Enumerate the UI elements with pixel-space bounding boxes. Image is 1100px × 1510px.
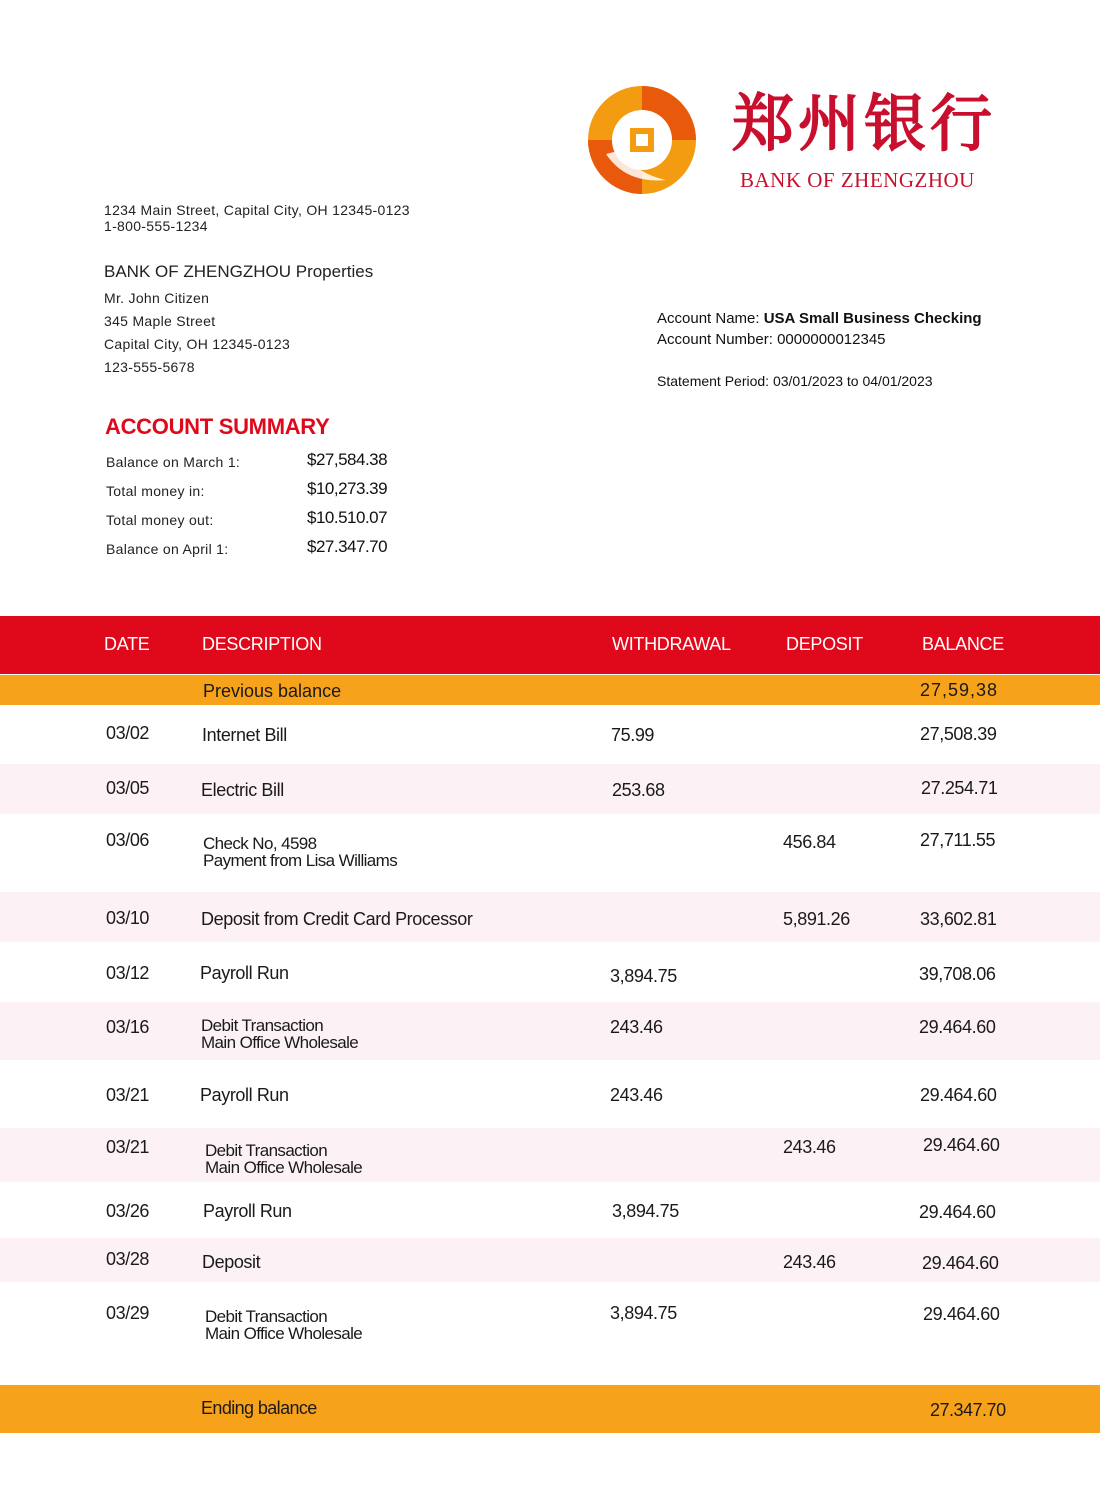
row-date: 03/28	[106, 1249, 150, 1269]
row-date: 03/21	[106, 1085, 150, 1105]
row-description-secondary: Main Office Wholesale	[201, 1033, 359, 1052]
table-row	[0, 1128, 1100, 1182]
row-date: 03/10	[106, 908, 150, 928]
bank-name-chinese: 郑州银行	[732, 87, 997, 160]
row-date: 03/12	[106, 963, 150, 983]
row-description: Payroll Run	[203, 1201, 292, 1221]
account-number-value: 0000000012345	[777, 331, 886, 348]
row-description: Debit Transaction	[201, 1016, 324, 1035]
account-number-label: Account Number:	[657, 331, 773, 348]
summary-row	[106, 508, 406, 532]
summary-value: $27.347.70	[307, 537, 388, 556]
recipient-property-name: BANK OF ZHENGZHOU Properties	[104, 262, 374, 281]
table-row	[0, 1238, 1100, 1282]
row-description-secondary: Payment from Lisa Williams	[203, 851, 398, 870]
row-description: Internet Bill	[202, 725, 287, 745]
account-summary-title: ACCOUNT SUMMARY	[105, 414, 330, 439]
table-row	[0, 1282, 1100, 1362]
summary-label: Total money in:	[106, 483, 205, 499]
header-deposit: DEPOSIT	[786, 634, 863, 654]
row-date: 03/21	[106, 1137, 150, 1157]
table-row	[0, 706, 1100, 764]
account-name-value: USA Small Business Checking	[763, 310, 982, 327]
header-withdrawal: WITHDRAWAL	[612, 634, 731, 654]
bank-logo	[586, 84, 1026, 200]
row-description: Debit Transaction	[205, 1307, 328, 1326]
ending-balance-value: 27.347.70	[930, 1400, 1006, 1420]
summary-value: $10,273.39	[307, 479, 388, 498]
summary-value: $27,584.38	[307, 450, 388, 469]
row-balance: 27.254.71	[921, 778, 998, 798]
table-row	[0, 764, 1100, 814]
row-deposit: 243.46	[783, 1252, 836, 1272]
recipient-street: 345 Maple Street	[104, 313, 216, 329]
row-deposit: 5,891.26	[783, 909, 850, 929]
account-name-line	[657, 310, 982, 327]
row-withdrawal: 243.46	[610, 1017, 663, 1037]
summary-row	[106, 537, 406, 561]
row-deposit: 456.84	[783, 832, 836, 852]
row-deposit: 243.46	[783, 1137, 836, 1157]
row-description: Check No, 4598	[203, 834, 317, 853]
transactions-table-header	[0, 616, 1100, 674]
bank-street-address: 1234 Main Street, Capital City, OH 12345-0123	[104, 202, 410, 218]
table-row	[0, 1182, 1100, 1238]
row-description: Deposit from Credit Card Processor	[201, 909, 473, 929]
account-name-label: Account Name:	[657, 310, 760, 327]
summary-label: Balance on April 1:	[106, 541, 229, 557]
row-balance: 29.464.60	[919, 1017, 996, 1037]
row-balance: 29.464.60	[922, 1253, 999, 1273]
recipient-name: Mr. John Citizen	[104, 290, 210, 306]
row-withdrawal: 243.46	[610, 1085, 663, 1105]
row-balance: 29.464.60	[923, 1135, 1000, 1155]
row-balance: 29.464.60	[919, 1202, 996, 1222]
statement-period-value: 03/01/2023 to 04/01/2023	[772, 373, 933, 389]
row-description: Electric Bill	[201, 780, 284, 800]
previous-balance-label: Previous balance	[203, 681, 342, 701]
table-row	[0, 814, 1100, 892]
bank-logo-mark-icon	[586, 84, 698, 196]
row-date: 03/05	[106, 778, 150, 798]
table-row	[0, 1002, 1100, 1060]
row-withdrawal: 3,894.75	[612, 1201, 679, 1221]
previous-balance-row	[0, 675, 1100, 705]
ending-balance-label: Ending balance	[201, 1398, 317, 1418]
row-withdrawal: 253.68	[612, 780, 665, 800]
header-balance: BALANCE	[922, 634, 1004, 654]
bank-phone: 1-800-555-1234	[104, 218, 208, 234]
recipient-city: Capital City, OH 12345-0123	[104, 336, 291, 352]
row-description-secondary: Main Office Wholesale	[205, 1158, 363, 1177]
row-balance: 33,602.81	[920, 909, 997, 929]
summary-row	[106, 450, 406, 474]
header-date: DATE	[104, 634, 150, 654]
row-description: Debit Transaction	[205, 1141, 328, 1160]
statement-period-label: Statement Period:	[657, 373, 770, 389]
row-balance: 27,711.55	[920, 830, 996, 850]
recipient-phone: 123-555-5678	[104, 359, 195, 375]
statement-period-line	[657, 373, 933, 389]
row-description: Deposit	[202, 1252, 261, 1272]
summary-label: Total money out:	[106, 512, 214, 528]
row-withdrawal: 75.99	[611, 725, 655, 745]
row-balance: 29.464.60	[920, 1085, 997, 1105]
row-description: Payroll Run	[200, 963, 289, 983]
table-row	[0, 892, 1100, 942]
row-date: 03/16	[106, 1017, 150, 1037]
bank-name-english: BANK OF ZHENGZHOU	[740, 168, 975, 192]
row-balance: 27,508.39	[920, 724, 997, 744]
table-row	[0, 1060, 1100, 1128]
row-balance: 39,708.06	[919, 964, 996, 984]
row-description: Payroll Run	[200, 1085, 289, 1105]
row-date: 03/26	[106, 1201, 150, 1221]
ending-balance-row	[0, 1385, 1100, 1433]
row-withdrawal: 3,894.75	[610, 966, 677, 986]
row-balance: 29.464.60	[923, 1304, 1000, 1324]
summary-row	[106, 479, 406, 503]
row-date: 03/29	[106, 1303, 150, 1323]
account-number-line	[657, 331, 886, 348]
row-date: 03/06	[106, 830, 150, 850]
row-withdrawal: 3,894.75	[610, 1303, 677, 1323]
header-description: DESCRIPTION	[202, 634, 322, 654]
row-date: 03/02	[106, 723, 150, 743]
summary-label: Balance on March 1:	[106, 454, 241, 470]
table-row	[0, 942, 1100, 1002]
row-description-secondary: Main Office Wholesale	[205, 1324, 363, 1343]
previous-balance-value: 27,59,38	[920, 680, 999, 700]
summary-value: $10.510.07	[307, 508, 388, 527]
